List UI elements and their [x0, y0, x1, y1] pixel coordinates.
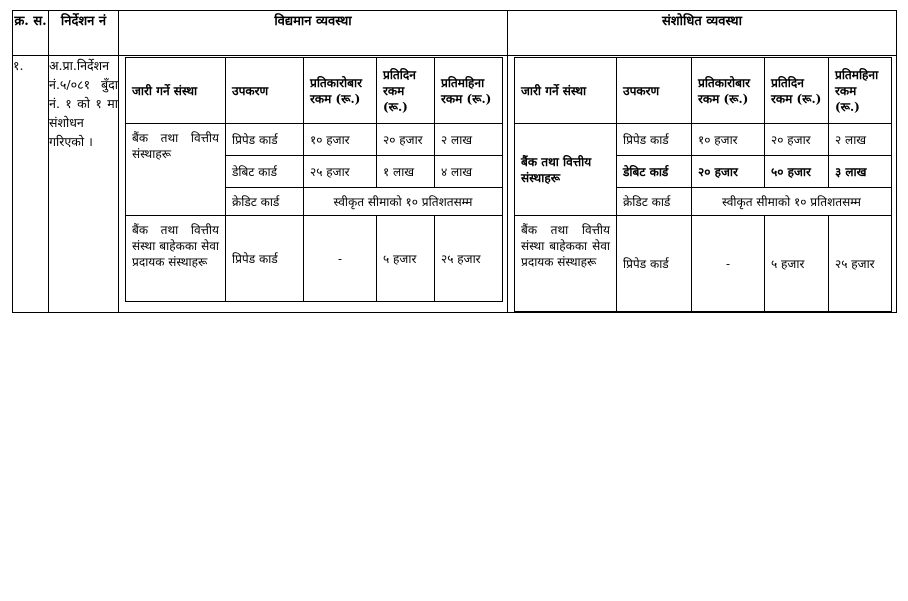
revised-prepaid-txn: १० हजार: [692, 124, 765, 156]
existing-other-txn: -: [304, 216, 377, 302]
revised-debit: डेबिट कार्ड: [617, 156, 692, 188]
revised-th-per-month: प्रतिमहिना रकम (रू.): [829, 58, 892, 124]
existing-other: बैंक तथा वित्तीय संस्था बाहेकका सेवा प्रदायक संस्थाहरू: [126, 216, 226, 302]
revised-bfi: बैंक तथा वित्तीय संस्थाहरू: [515, 124, 617, 216]
existing-th-per-day: प्रतिदिन रकम (रू.): [377, 58, 435, 124]
existing-other-month: २५ हजार: [435, 216, 503, 302]
header-existing: विद्यमान व्यवस्था: [119, 11, 508, 56]
existing-bfi: बैंक तथा वित्तीय संस्थाहरू: [126, 124, 226, 216]
existing-th-per-txn: प्रतिकारोबार रकम (रू.): [304, 58, 377, 124]
existing-credit-limit: स्वीकृत सीमाको १० प्रतिशतसम्म: [304, 188, 503, 216]
existing-prepaid-month: २ लाख: [435, 124, 503, 156]
existing-prepaid-day: २० हजार: [377, 124, 435, 156]
existing-prepaid-row: [126, 124, 503, 156]
revised-other: बैंक तथा वित्तीय संस्था बाहेकका सेवा प्रदायक संस्थाहरू: [515, 216, 617, 312]
revised-prepaid-month: २ लाख: [829, 124, 892, 156]
revised-th-per-txn: प्रतिकारोबार रकम (रू.): [692, 58, 765, 124]
revised-other-month: २५ हजार: [829, 216, 892, 312]
existing-cell: [119, 56, 508, 313]
revised-cell: [508, 56, 897, 313]
existing-limits-table: [125, 57, 503, 302]
existing-other-row: [126, 216, 503, 302]
amendment-row: [13, 56, 897, 313]
revised-prepaid-day: २० हजार: [765, 124, 829, 156]
header-directive-no: निर्देशन नं: [49, 11, 119, 56]
revised-limits-table: [514, 57, 892, 312]
existing-debit-month: ४ लाख: [435, 156, 503, 188]
existing-th-issuer: जारी गर्ने संस्था: [126, 58, 226, 124]
amendment-table: [12, 10, 897, 313]
revised-header-row: [515, 58, 892, 124]
revised-credit: क्रेडिट कार्ड: [617, 188, 692, 216]
existing-prepaid-txn: १० हजार: [304, 124, 377, 156]
existing-header-row: [126, 58, 503, 124]
header-revised: संशोधित व्यवस्था: [508, 11, 897, 56]
existing-other-day: ५ हजार: [377, 216, 435, 302]
existing-other-prepaid: प्रिपेड कार्ड: [226, 216, 304, 302]
existing-debit-day: १ लाख: [377, 156, 435, 188]
revised-debit-day: ५० हजार: [765, 156, 829, 188]
existing-credit: क्रेडिट कार्ड: [226, 188, 304, 216]
revised-credit-limit: स्वीकृत सीमाको १० प्रतिशतसम्म: [692, 188, 892, 216]
revised-other-row: [515, 216, 892, 312]
existing-debit-txn: २५ हजार: [304, 156, 377, 188]
header-row: [13, 11, 897, 56]
existing-th-instrument: उपकरण: [226, 58, 304, 124]
row-directive: अ.प्रा.निर्देशन नं.५/०८१ बुँदा नं. १ को १ मा संशोधन गरिएको ।: [49, 56, 119, 313]
revised-debit-month: ३ लाख: [829, 156, 892, 188]
revised-other-day: ५ हजार: [765, 216, 829, 312]
revised-debit-txn: २० हजार: [692, 156, 765, 188]
revised-th-issuer: जारी गर्ने संस्था: [515, 58, 617, 124]
row-sn: १.: [13, 56, 49, 313]
existing-th-per-month: प्रतिमहिना रकम (रू.): [435, 58, 503, 124]
existing-prepaid: प्रिपेड कार्ड: [226, 124, 304, 156]
header-sn: क्र. स.: [13, 11, 49, 56]
revised-other-prepaid: प्रिपेड कार्ड: [617, 216, 692, 312]
revised-prepaid-row: [515, 124, 892, 156]
revised-th-instrument: उपकरण: [617, 58, 692, 124]
revised-other-txn: -: [692, 216, 765, 312]
revised-th-per-day: प्रतिदिन रकम (रू.): [765, 58, 829, 124]
existing-debit: डेबिट कार्ड: [226, 156, 304, 188]
revised-prepaid: प्रिपेड कार्ड: [617, 124, 692, 156]
